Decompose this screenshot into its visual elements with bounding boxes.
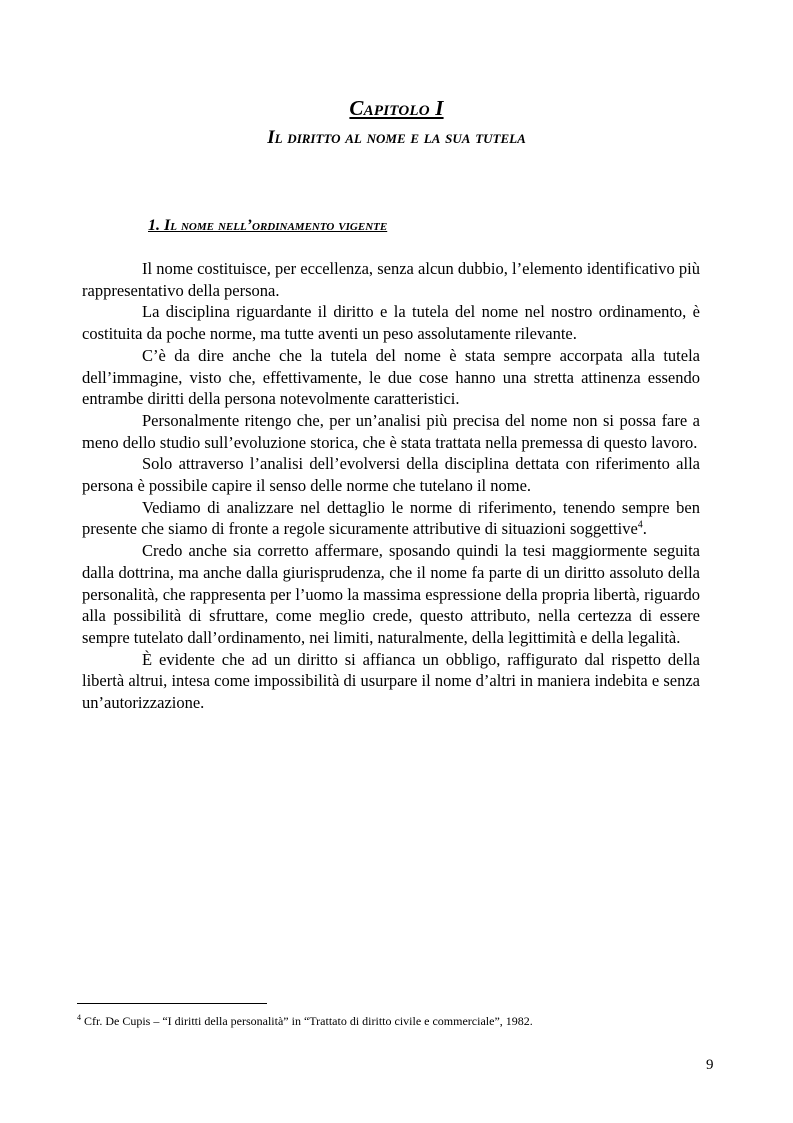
paragraph: La disciplina riguardante il diritto e la tutela del nome nel nostro ordinamento, è costituita da poche norme, ma tutte aventi un peso assolutamente rilevante. (82, 302, 700, 344)
paragraph: Il nome costituisce, per eccellenza, senza alcun dubbio, l’elemento identificativo più rappresentativo della persona. (82, 259, 700, 300)
chapter-subtitle: Il diritto al nome e la sua tutela (267, 127, 526, 148)
paragraph: Credo anche sia corretto affermare, sposando quindi la tesi maggiormente seguita dalla dottrina, ma anche dalla giurisprudenza, che il nome fa parte di un diritto assoluto della personalità, che rappresenta per l’uomo la massima espressione della propria libertà, riguardo alla possibilità di sfruttare, come meglio crede, questo attributo, nella certezza di essere sempre tutelato dall’ordinamento, nei limiti, naturalmente, della legittimità e della legalità. (82, 541, 700, 647)
footnote-divider (77, 1003, 267, 1004)
paragraph: Personalmente ritengo che, per un’analisi più precisa del nome non si possa fare a meno dello studio sull’evoluzione storica, che è stata trattata nella premessa di questo lavoro. (82, 410, 700, 452)
paragraph: È evidente che ad un diritto si affianca un obbligo, raffigurato dal rispetto della libertà altrui, intesa come impossibilità di usurpare il nome d’altri in maniera indebita e senza un’autorizzazione. (82, 649, 700, 713)
body-text (82, 258, 700, 714)
section-heading: 1. Il nome nell’ordinamento vigente (148, 217, 388, 234)
paragraph-text-end: . (642, 519, 647, 539)
paragraph-text: Vediamo di analizzare nel dettaglio le norme di riferimento, tenendo sempre ben presente che siamo di fronte a regole sicuramente attributive di situazioni soggettive (82, 497, 700, 539)
page-number: 9 (706, 1057, 714, 1073)
paragraph: C’è da dire anche che la tutela del nome è stata sempre accorpata alla tutela dell’immagine, visto che, effettivamente, le due cose hanno una stretta attinenza essendo entrambe diritti della persona notevolmente caratteristici. (82, 345, 700, 409)
footnote-reference[interactable]: 4 (637, 519, 643, 531)
chapter-title: Capitolo I (349, 96, 444, 120)
footnote (77, 1013, 717, 1029)
footnote-text: Cfr. De Cupis – “I diritti della personalità” in “Trattato di diritto civile e commerciale”, 1982. (81, 1014, 533, 1028)
footnote-number: 4 (77, 1013, 81, 1022)
paragraph (82, 497, 700, 540)
paragraph: Solo attraverso l’analisi dell’evolversi della disciplina dettata con riferimento alla persona è possibile capire il senso delle norme che tutelano il nome. (82, 454, 700, 496)
